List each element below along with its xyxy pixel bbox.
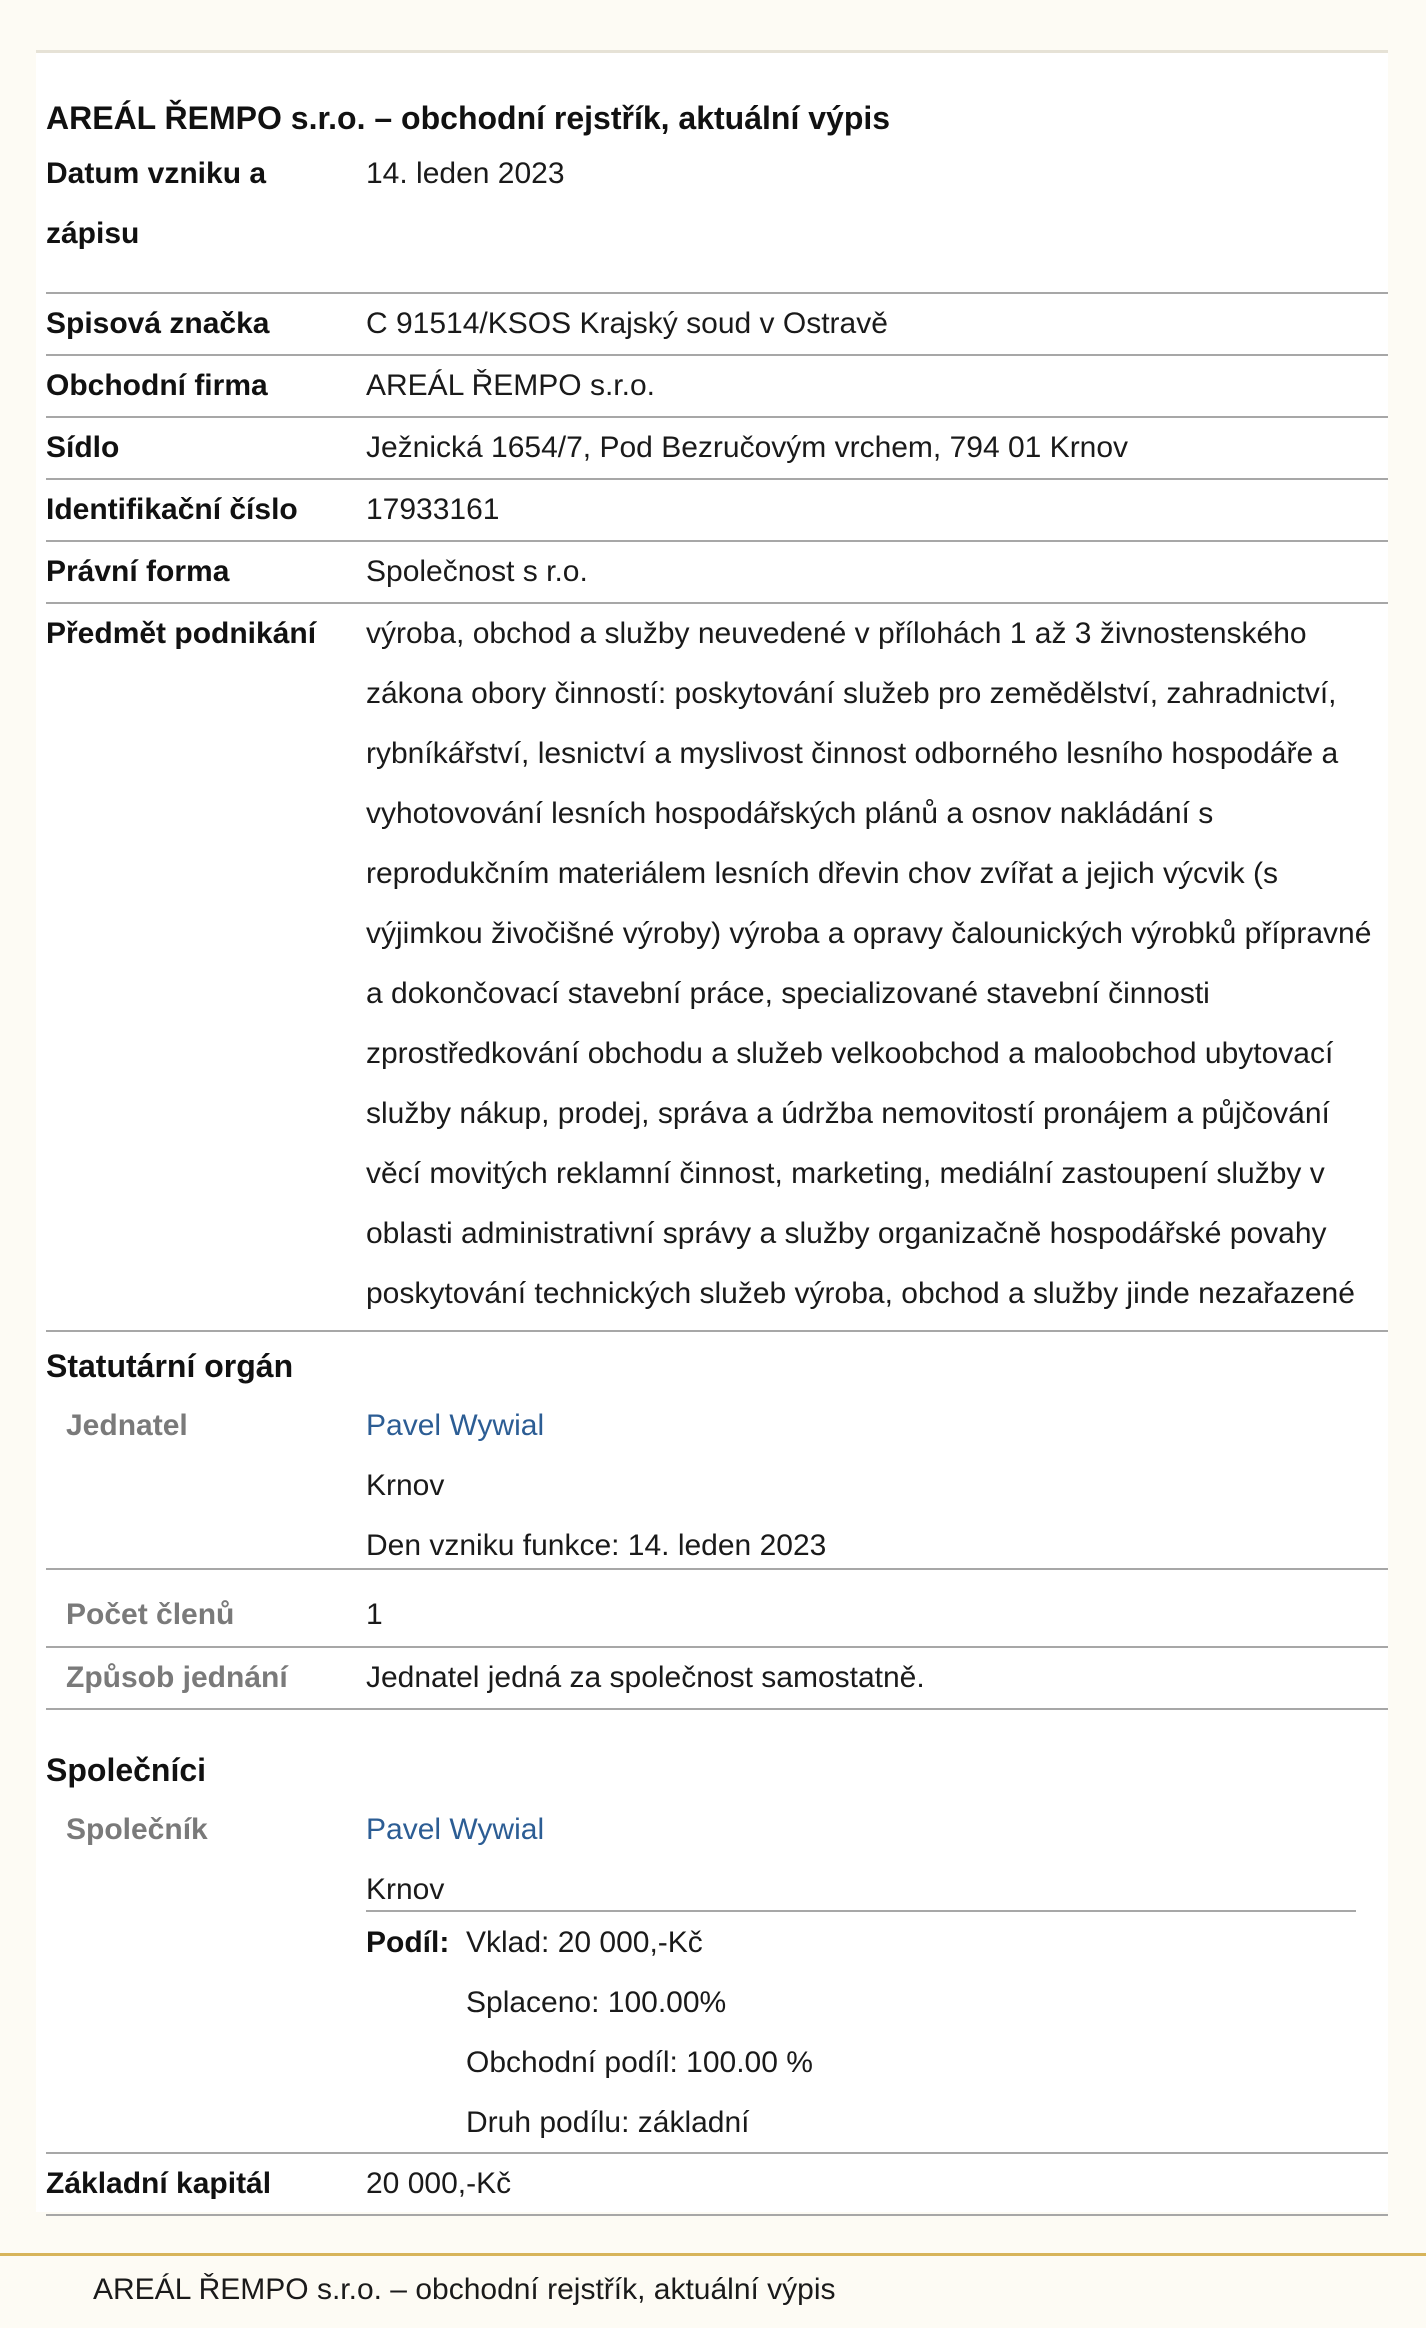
label-pravni-forma: Právní forma — [46, 555, 230, 588]
row-sidlo — [46, 418, 1388, 480]
predmet-line: poskytování technických služeb výroba, obchod a služby jinde nezařazené — [366, 1277, 1355, 1310]
row-jednatel — [46, 1396, 1388, 1570]
value-obchodni-podil: Obchodní podíl: 100.00 % — [466, 2046, 813, 2079]
value-pocet-clenu: 1 — [366, 1598, 383, 1631]
value-zakladni-kapital: 20 000,-Kč — [366, 2167, 512, 2200]
row-pocet-clenu — [46, 1585, 1388, 1648]
label-predmet-podnikani: Předmět podnikání — [46, 617, 317, 650]
predmet-line: a dokončovací stavební práce, specializované stavební činnosti — [366, 977, 1210, 1010]
row-identifikacni-cislo — [46, 480, 1388, 542]
heading-statutarni-organ: Statutární orgán — [46, 1348, 294, 1384]
value-jednatel-since: Den vzniku funkce: 14. leden 2023 — [366, 1529, 827, 1562]
predmet-line: zprostředkování obchodu a služeb velkoobchod a maloobchod ubytovací — [366, 1037, 1334, 1070]
predmet-line: reprodukčním materiálem lesních dřevin chov zvířat a jejich výcvik (s — [366, 857, 1278, 890]
value-druh-podilu: Druh podílu: základní — [466, 2106, 750, 2139]
predmet-line: vyhotovování lesních hospodářských plánů a osnov nakládání s — [366, 797, 1214, 830]
value-splaceno: Splaceno: 100.00% — [466, 1986, 727, 2019]
row-zakladni-kapital — [46, 2154, 1388, 2216]
predmet-line: rybníkářství, lesnictví a myslivost činnost odborného lesního hospodáře a — [366, 737, 1339, 770]
label-pocet-clenu: Počet členů — [66, 1598, 235, 1631]
value-spolecnik-city: Krnov — [366, 1873, 445, 1906]
value-pravni-forma: Společnost s r.o. — [366, 555, 588, 588]
row-spolecnik — [46, 1800, 1388, 2154]
value-identifikacni-cislo: 17933161 — [366, 493, 500, 526]
link-jednatel-name[interactable]: Pavel Wywial — [366, 1409, 545, 1442]
label-podil: Podíl: — [366, 1926, 450, 1959]
value-sidlo: Ježnická 1654/7, Pod Bezručovým vrchem, 794 01 Krnov — [366, 431, 1129, 464]
row-zpusob-jednani — [46, 1648, 1388, 1710]
label-datum-vzniku-2: zápisu — [46, 217, 140, 250]
row-obchodni-firma — [46, 356, 1388, 418]
row-predmet-podnikani — [46, 604, 1388, 1332]
label-spisova-znacka: Spisová značka — [46, 307, 270, 340]
divider — [366, 1910, 1356, 1912]
value-spisova-znacka: C 91514/KSOS Krajský soud v Ostravě — [366, 307, 888, 340]
heading-spolecnici: Společníci — [46, 1752, 207, 1788]
row-spisova-znacka — [46, 294, 1388, 356]
label-sidlo: Sídlo — [46, 431, 120, 464]
predmet-line: zákona obory činností: poskytování služeb pro zemědělství, zahradnictví, — [366, 677, 1337, 710]
row-datum-vzniku — [46, 144, 1388, 294]
register-card — [36, 50, 1388, 2212]
footer-divider — [0, 2253, 1426, 2256]
predmet-line: výroba, obchod a služby neuvedené v přílohách 1 až 3 živnostenského — [366, 617, 1307, 650]
predmet-line: oblasti administrativní správy a služby organizačně hospodářské povahy — [366, 1217, 1327, 1250]
value-predmet-podnikani — [366, 604, 1376, 1324]
link-spolecnik-name[interactable]: Pavel Wywial — [366, 1813, 545, 1846]
label-obchodni-firma: Obchodní firma — [46, 369, 268, 402]
label-identifikacni-cislo: Identifikační číslo — [46, 493, 298, 526]
predmet-line: služby nákup, prodej, správa a údržba nemovitostí pronájem a půjčování — [366, 1097, 1330, 1130]
value-jednatel-city: Krnov — [366, 1469, 445, 1502]
label-spolecnik: Společník — [66, 1813, 208, 1846]
label-zakladni-kapital: Základní kapitál — [46, 2167, 272, 2200]
predmet-line: věcí movitých reklamní činnost, marketing, mediální zastoupení služby v — [366, 1157, 1325, 1190]
label-jednatel: Jednatel — [66, 1409, 188, 1442]
row-pravni-forma — [46, 542, 1388, 604]
predmet-line: výjimkou živočišné výroby) výroba a opravy čalounických výrobků přípravné — [366, 917, 1372, 950]
value-vklad: Vklad: 20 000,-Kč — [466, 1926, 703, 1959]
value-obchodni-firma: AREÁL ŘEMPO s.r.o. — [366, 369, 655, 402]
label-zpusob-jednani: Způsob jednání — [66, 1661, 288, 1694]
label-datum-vzniku-1: Datum vzniku a — [46, 157, 267, 190]
page-title: AREÁL ŘEMPO s.r.o. – obchodní rejstřík, aktuální výpis — [46, 100, 891, 136]
footer-text: AREÁL ŘEMPO s.r.o. – obchodní rejstřík, aktuální výpis — [93, 2273, 836, 2306]
value-zpusob-jednani: Jednatel jedná za společnost samostatně. — [366, 1661, 925, 1694]
value-datum-vzniku: 14. leden 2023 — [366, 157, 565, 190]
